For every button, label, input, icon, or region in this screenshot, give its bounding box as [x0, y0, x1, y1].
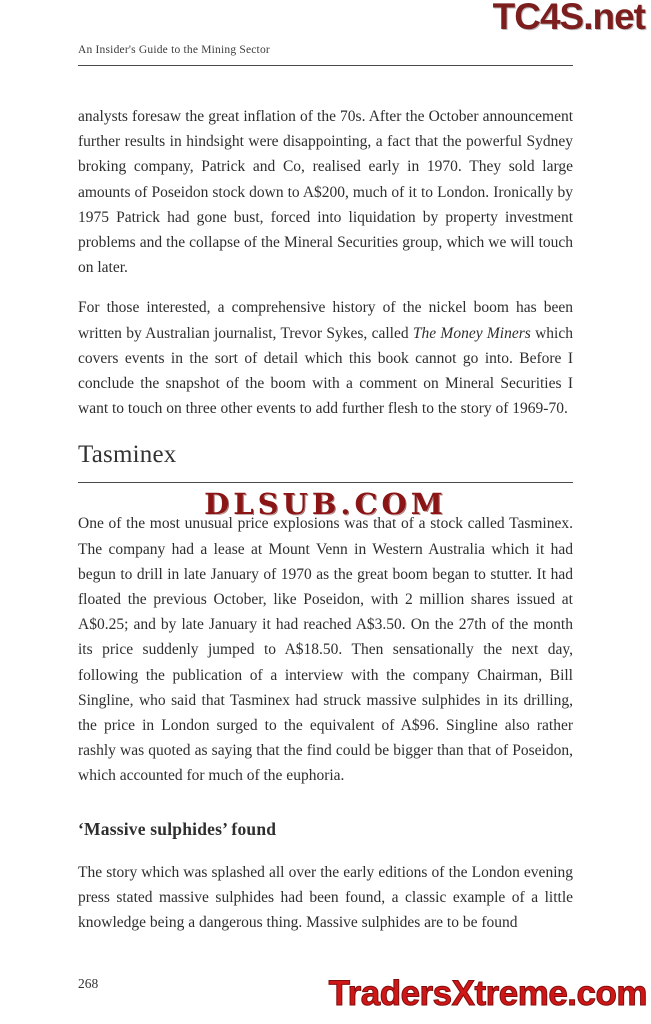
paragraph-analysts: analysts foresaw the great inflation of the 70s. After the October announcement further results in hindsight were disappointing, a fact that the powerful Sydney broking company, Patrick and Co, realised early in 1970. They sold large amounts of Poseidon stock down to A$200, much of it to London. Ironically by 1975 Patrick had gone bust, forced into liquidation by property investment problems and the collapse of the Mineral Securities group, which we will touch on later.	[78, 108, 573, 277]
watermark-tc4s: TC4S.net	[492, 0, 645, 37]
watermark-dlsub: DLSUB.COM	[204, 487, 447, 521]
section-heading-tasminex: Tasminex	[78, 441, 573, 483]
subsection-heading-massive-sulphides: ‘Massive sulphides’ found	[78, 818, 277, 839]
watermark-tradersxtreme: TradersXtreme.com	[328, 974, 647, 1013]
paragraph-text-after: which covers events in the sort of detail which this book cannot go into. Before I conclude the snapshot of the boom with a comment on Mineral Securities I want to touch on three other events to add further flesh to the story of 1969-70.	[78, 324, 573, 418]
page-number: 268	[78, 976, 99, 991]
paragraph-tasminex: One of the most unusual price explosions was that of a stock called Tasminex. The company had a lease at Mount Venn in Western Australia which it had begun to drill in late January of 1970 as the great boom began to stutter. It had floated the previous October, like Poseidon, with 2 million shares issued at A$0.25; and by late January it had reached A$3.50. On the 27th of the month its price suddenly jumped to A$18.50. Then sensationally the next day, following the publication of a interview with the company Chairman, Bill Singline, who said that Tasminex had struck massive sulphides in its drilling, the price in London surged to the equivalent of A$96. Singline also rather rashly was quoted as saying that the find could be bigger than that of Poseidon, which accounted for much of the euphoria.	[78, 515, 573, 785]
paragraph-money-miners	[78, 295, 573, 421]
paragraph-text-before: For those interested, a comprehensive history of the nickel boom has been written by Australian journalist, Trevor Sykes, called	[78, 299, 573, 342]
book-title-italic: The Money Miners	[412, 324, 531, 342]
page-content	[78, 0, 573, 950]
running-header: An Insider's Guide to the Mining Sector	[78, 44, 573, 66]
paragraph-massive-sulphides: The story which was splashed all over the early editions of the London evening press stated massive sulphides had been found, a classic example of a little knowledge being a dangerous thing. Massive sulphides are to be found	[78, 863, 573, 932]
